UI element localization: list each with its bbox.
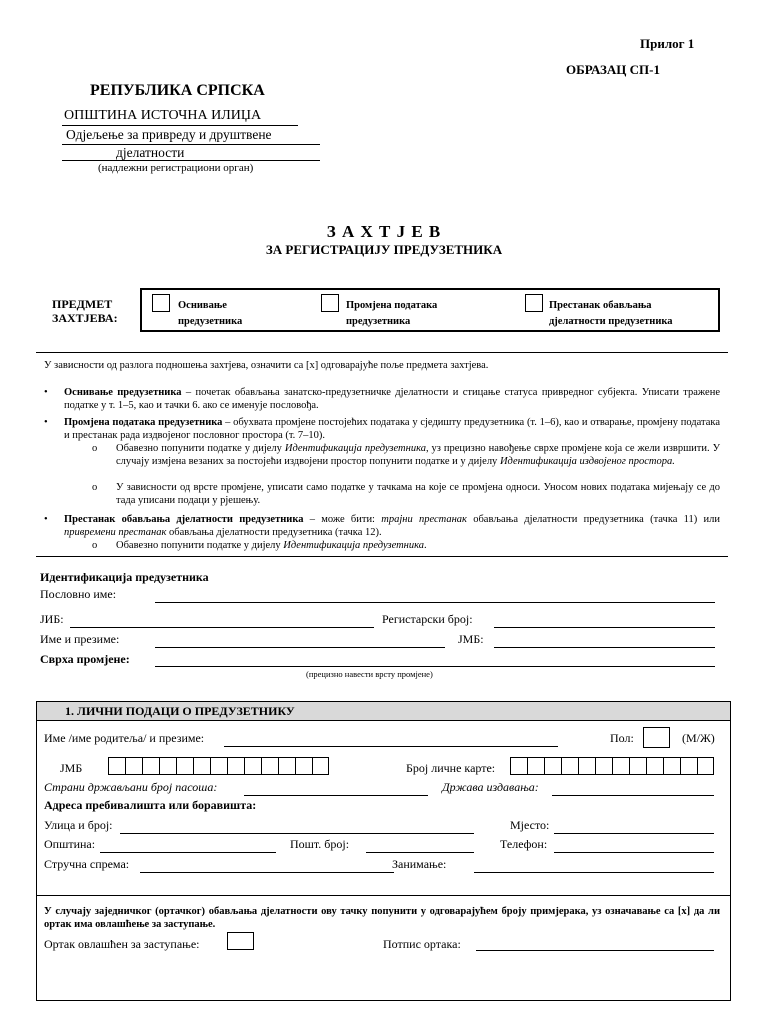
purpose-note: (прецизно навести врсту промјене) — [306, 669, 433, 679]
option-founding-label: Оснивање предузетника — [178, 300, 243, 327]
bullet-termination: • Престанак обављања дјелатности предузетника – може бити: трајни престанак обављања дјелатности предузетника (тачка 11) или привремени престанак обављања дјелатности предузетника (тачка 12). — [44, 514, 720, 538]
bullet-change: • Промјена података предузетника – обухвата промјене постојећих података у сједишту предузетника (т. 1–6), као и отварање, промјену података и престанак рада издвојеног пословног простора (т. 7–10). — [44, 417, 720, 441]
qualification-label: Стручна спрема: — [44, 857, 130, 871]
reg-number-label: Регистарски број: — [382, 612, 473, 626]
sub-change-1: o Обавезно попунити податке у дијелу Идентификација предузетника, уз прецизно навођење сврхе промјене која се жели извршити. У случају измјена везаних за постојећи издвојени простор попунити податке и у дијелу Идентификација издвојеног простора. — [92, 443, 721, 467]
municipality-label: Општина: — [44, 837, 96, 851]
jmb-digit-boxes[interactable] — [108, 757, 329, 775]
phone-field[interactable] — [554, 852, 714, 853]
annex-label: Прилог 1 — [640, 36, 695, 51]
checkbox-termination[interactable] — [525, 294, 543, 312]
department-line2: дјелатности — [116, 145, 185, 160]
name-surname-field[interactable] — [155, 647, 445, 648]
name-surname-label: Име и презиме: — [40, 632, 120, 646]
jmb-digit-label: ЈМБ — [60, 761, 83, 775]
purpose-label: Сврха промјене: — [40, 652, 130, 666]
sub-change-2: o У зависности од врсте промјене, уписати само податке у тачкама на које се промјена односи. Уносом нових података мијењају се до тада уписани подаци у рјешењу. — [92, 482, 720, 506]
street-label: Улица и број: — [44, 818, 113, 832]
occupation-label: Занимање: — [392, 857, 447, 871]
authority-note: (надлежни регистрациони орган) — [98, 162, 254, 174]
partner-signature-label: Потпис ортака: — [383, 937, 461, 951]
instructions-intro: У зависности од разлога подношења захтјева, означити са [x] одговарајуће поље предмета захтјева. — [44, 360, 489, 371]
form-code: ОБРАЗАЦ СП-1 — [566, 62, 660, 77]
checkbox-change[interactable] — [321, 294, 339, 312]
sub-termination-1: o Обавезно попунити податке у дијелу Идентификација предузетника. — [92, 540, 427, 551]
partner-authorized-label: Ортак овлашћен за заступање: — [44, 937, 200, 951]
municipality-name: ОПШТИНА ИСТОЧНА ИЛИЏА — [64, 108, 262, 123]
issuing-state-field[interactable] — [552, 795, 714, 796]
partner-note: У случају заједничког (ортачког) обављања дјелатности ову тачку попунити у одговарајућем броју примјерака, уз означавање са [x] да ли ортак има овлашћење за заступање. — [44, 906, 720, 930]
jib-field[interactable] — [70, 627, 374, 628]
bullet-founding: • Оснивање предузетника – почетак обављања занатско-предузетничке дјелатности и стицање статуса привредног субјекта. Уписати тражене податке у т. 1–5, као и тачки 6. ако се именује пословођа. — [44, 387, 720, 411]
occupation-field[interactable] — [474, 872, 714, 873]
identification-heading: Идентификација предузетника — [40, 570, 209, 584]
jmb-field[interactable] — [494, 647, 715, 648]
form-subtitle: ЗА РЕГИСТРАЦИЈУ ПРЕДУЗЕТНИКА — [265, 242, 503, 257]
street-field[interactable] — [120, 833, 474, 834]
passport-field[interactable] — [244, 795, 428, 796]
option-change-label: Промјена података предузетника — [346, 300, 438, 327]
municipality-field[interactable] — [100, 852, 276, 853]
postal-field[interactable] — [366, 852, 474, 853]
option-termination-label: Престанак обављања дјелатности предузетника — [549, 300, 673, 327]
sex-label: Пол: — [610, 731, 634, 745]
jib-label: ЈИБ: — [40, 612, 64, 626]
qualification-field[interactable] — [140, 872, 394, 873]
section1-header: 1. ЛИЧНИ ПОДАЦИ О ПРЕДУЗЕТНИКУ — [37, 702, 730, 721]
passport-label: Страни држављани број пасоша: — [44, 780, 218, 794]
id-card-boxes[interactable] — [510, 757, 714, 775]
jmb-label: ЈМБ: — [458, 632, 484, 646]
checkbox-founding[interactable] — [152, 294, 170, 312]
phone-label: Телефон: — [500, 837, 548, 851]
sex-field[interactable] — [643, 727, 670, 748]
place-field[interactable] — [554, 833, 714, 834]
id-card-label: Број личне карте: — [406, 761, 496, 775]
subject-label: ПРЕДМЕТ ЗАХТЈЕВА: — [52, 297, 118, 325]
republic-name: РЕПУБЛИКА СРПСКА — [90, 82, 265, 99]
address-heading: Адреса пребивалишта или боравишта: — [44, 798, 257, 812]
issuing-state-label: Држава издавања: — [442, 780, 539, 794]
sex-options: (М/Ж) — [682, 731, 715, 745]
department-line1: Одјељење за привреду и друштвене — [66, 127, 272, 142]
partner-authorized-field[interactable] — [227, 932, 254, 950]
business-name-label: Пословно име: — [40, 587, 117, 601]
full-name-field[interactable] — [224, 746, 558, 747]
full-name-label: Име /име родитеља/ и презиме: — [44, 731, 205, 745]
form-title: З А Х Т Ј Е В — [326, 222, 442, 241]
partner-signature-field[interactable] — [476, 950, 714, 951]
reg-number-field[interactable] — [494, 627, 715, 628]
postal-label: Пошт. број: — [290, 837, 350, 851]
place-label: Мјесто: — [510, 818, 550, 832]
business-name-field[interactable] — [155, 602, 715, 603]
purpose-field[interactable] — [155, 666, 715, 667]
